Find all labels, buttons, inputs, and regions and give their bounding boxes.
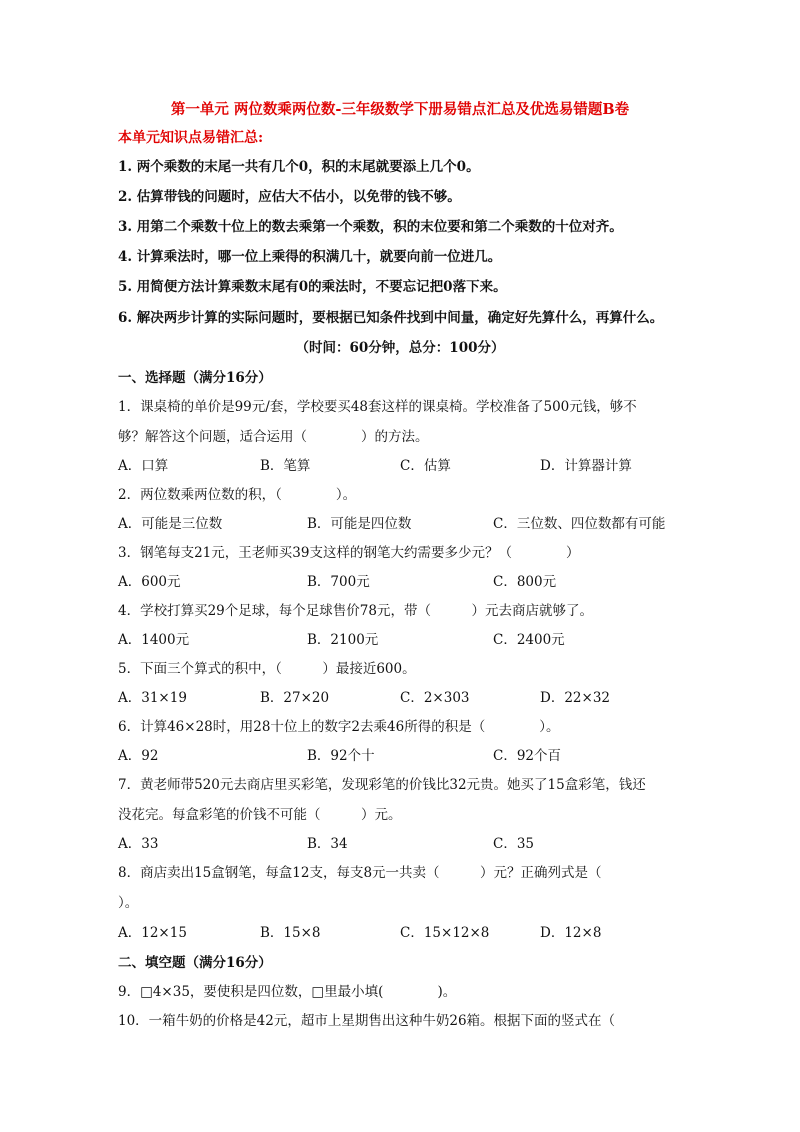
option-d[interactable]: D．22×32 xyxy=(540,690,610,706)
summary-point: 6. 解决两步计算的实际问题时，要根据已知条件找到中间量，确定好先算什么，再算什么。 xyxy=(118,310,664,326)
option-a[interactable]: A．92 xyxy=(118,748,159,764)
question-text: 6．计算46×28时，用28十位上的数字2去乘46所得的积是（ ）。 xyxy=(118,719,560,735)
option-c[interactable]: C．2×303 xyxy=(400,690,470,706)
option-b[interactable]: B．700元 xyxy=(307,574,370,590)
option-d[interactable]: D．12×8 xyxy=(540,925,602,941)
question-text: 7．黄老师带520元去商店里买彩笔，发现彩笔的价钱比32元贵。她买了15盒彩笔，钱还 xyxy=(118,777,646,793)
section-heading: 一、选择题（满分16分） xyxy=(118,370,272,386)
option-c[interactable]: C．三位数、四位数都有可能 xyxy=(493,516,666,532)
question-text: 9．□4×35，要使积是四位数，□里最小填( )。 xyxy=(118,984,457,1000)
question-text: 5．下面三个算式的积中，（ ）最接近600。 xyxy=(118,661,416,677)
summary-point: 3. 用第二个乘数十位上的数去乘第一个乘数，积的末位要和第二个乘数的十位对齐。 xyxy=(118,219,623,235)
option-c[interactable]: C．2400元 xyxy=(493,632,565,648)
summary-point: 1. 两个乘数的末尾一共有几个0，积的末尾就要添上几个0。 xyxy=(118,159,480,175)
option-c[interactable]: C．92个百 xyxy=(493,748,562,764)
option-b[interactable]: B．92个十 xyxy=(307,748,375,764)
option-b[interactable]: B．2100元 xyxy=(307,632,379,648)
question-text: 2．两位数乘两位数的积，（ ）。 xyxy=(118,487,357,503)
option-c[interactable]: C．15×12×8 xyxy=(400,925,490,941)
question-text: 1．课桌椅的单价是99元/套，学校要买48套这样的课桌椅。学校准备了500元钱，够不 xyxy=(118,399,637,415)
option-a[interactable]: A．33 xyxy=(118,836,159,852)
question-text: 没花完。每盒彩笔的价钱不可能（ ）元。 xyxy=(118,807,402,823)
option-a[interactable]: A．600元 xyxy=(118,574,181,590)
option-b[interactable]: B．15×8 xyxy=(260,925,321,941)
option-b[interactable]: B．可能是四位数 xyxy=(307,516,412,532)
summary-point: 2. 估算带钱的问题时，应估大不估小，以免带的钱不够。 xyxy=(118,189,461,205)
question-text: 8．商店卖出15盒钢笔，每盒12支，每支8元一共卖（ ）元？正确列式是（ xyxy=(118,865,602,881)
option-c[interactable]: C．35 xyxy=(493,836,535,852)
option-b[interactable]: B．34 xyxy=(307,836,348,852)
exam-info: （时间：60分钟，总分：100分） xyxy=(295,340,505,356)
summary-point: 4. 计算乘法时，哪一位上乘得的积满几十，就要向前一位进几。 xyxy=(118,249,502,265)
section-heading: 二、填空题（满分16分） xyxy=(118,955,272,971)
option-a[interactable]: A．可能是三位数 xyxy=(118,516,223,532)
option-a[interactable]: A．口算 xyxy=(118,458,169,474)
option-d[interactable]: D．计算器计算 xyxy=(540,458,632,474)
summary-heading: 本单元知识点易错汇总: xyxy=(118,130,264,146)
option-a[interactable]: A．1400元 xyxy=(118,632,190,648)
summary-point: 5. 用简便方法计算乘数末尾有0的乘法时，不要忘记把0落下来。 xyxy=(118,279,507,295)
option-a[interactable]: A．12×15 xyxy=(118,925,187,941)
document-title: 第一单元 两位数乘两位数-三年级数学下册易错点汇总及优选易错题B卷 xyxy=(170,101,630,118)
option-c[interactable]: C．800元 xyxy=(493,574,557,590)
option-b[interactable]: B．27×20 xyxy=(260,690,330,706)
question-text: 10．一箱牛奶的价格是42元，超市上星期售出这种牛奶26箱。根据下面的竖式在（ xyxy=(118,1013,616,1029)
question-text: 4．学校打算买29个足球，每个足球售价78元，带（ ）元去商店就够了。 xyxy=(118,603,593,619)
option-b[interactable]: B．笔算 xyxy=(260,458,311,474)
question-text: 3．钢笔每支21元，王老师买39支这样的钢笔大约需要多少元？（ ） xyxy=(118,545,580,561)
question-text: ）。 xyxy=(118,895,139,911)
option-a[interactable]: A．31×19 xyxy=(118,690,187,706)
question-text: 够？解答这个问题，适合运用（ ）的方法。 xyxy=(118,429,429,445)
option-c[interactable]: C．估算 xyxy=(400,458,451,474)
